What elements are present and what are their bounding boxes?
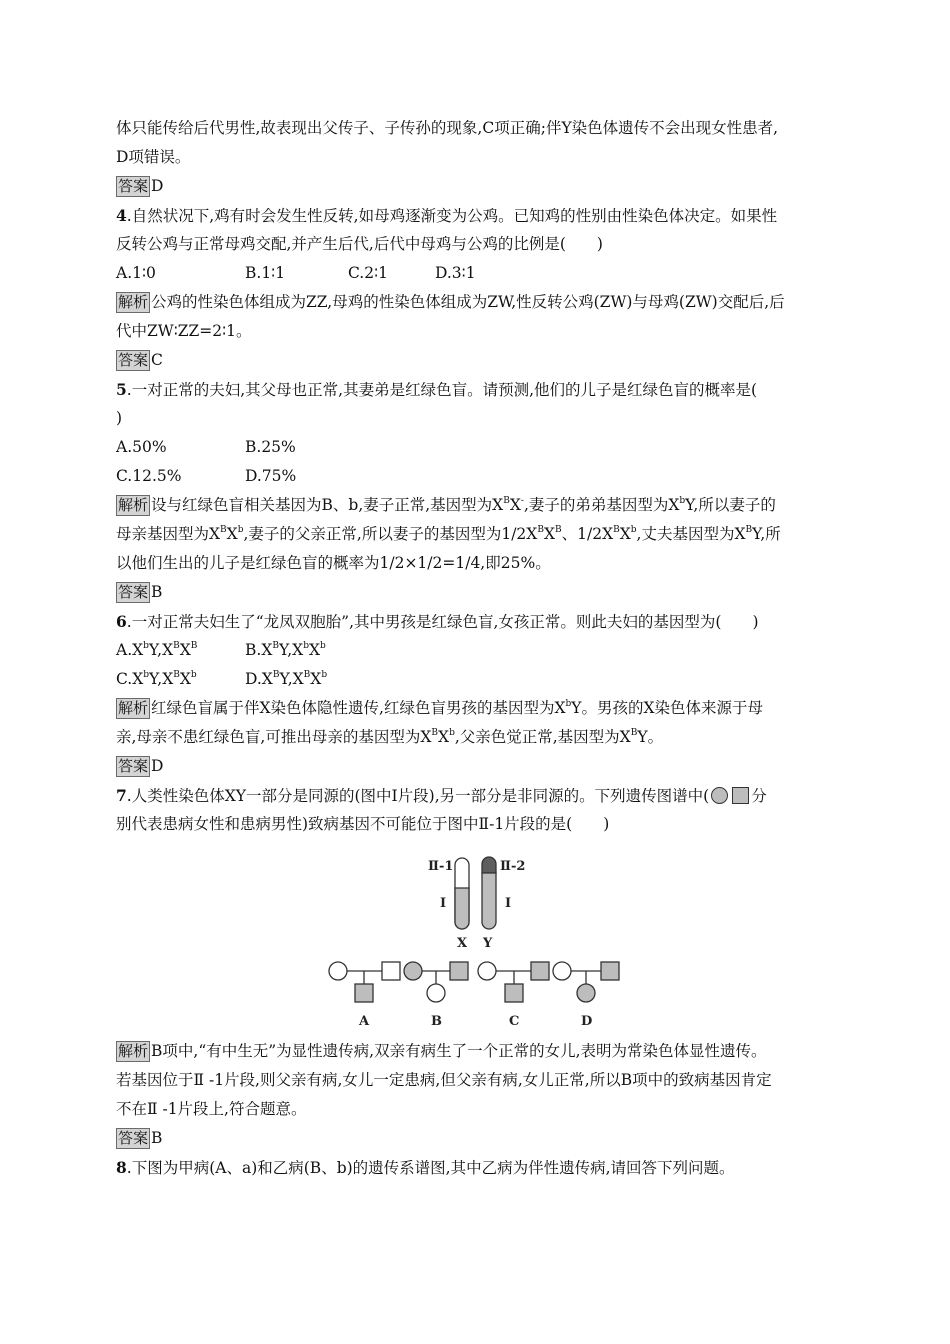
q6-stem-line-1: [116, 607, 834, 636]
q6-option-b: $B.X^BY,X^bX^b$: [245, 640, 326, 659]
document-page: [116, 114, 834, 1182]
q5-analysis-line-3: 以他们生出的儿子是红绿色盲的概率为1/2×1/2=1/4,即25%。: [116, 554, 551, 572]
q7-stem-line-1: [116, 781, 834, 810]
q4-analysis-line-2: 代中ZW∶ZZ=2∶1。: [116, 322, 252, 340]
q8-number: 8: [116, 1158, 127, 1177]
prev-explanation-line-2: D项错误。: [116, 148, 191, 166]
analysis-tag: 解析: [118, 293, 149, 311]
q4-option-d: D.3∶1: [435, 264, 476, 282]
q5-option-b: B.25%: [245, 438, 296, 456]
q7-answer-value: B: [151, 1129, 163, 1147]
analysis-tag: 解析: [118, 496, 149, 514]
answer-tag: 答案: [118, 351, 149, 369]
q4-number: 4: [116, 206, 127, 225]
affected-male-square-icon: [732, 787, 749, 804]
q4-option-b: B.1∶1: [245, 264, 286, 282]
pedigree-label-d: D: [581, 1014, 593, 1029]
label-y: Y: [483, 936, 493, 951]
y-chromosome-segment-ii2: [482, 857, 496, 873]
x-chromosome-segment-i: [455, 888, 469, 929]
q4-stem-line-1: [116, 201, 834, 230]
q7-stem-line-2: 别代表患病女性和患病男性)致病基因不可能位于图中Ⅱ-1片段的是( ): [116, 815, 610, 833]
q5-option-d: D.75%: [245, 467, 297, 485]
q6-option-a: $A.X^bY,X^BX^B$: [116, 640, 198, 659]
label-ii-2: Ⅱ-2: [500, 859, 526, 874]
q5-stem-line-1: [116, 375, 834, 404]
q7-answer: [116, 1124, 834, 1153]
label-x: X: [457, 936, 468, 951]
prev-explanation-line-1: 体只能传给后代男性,故表现出父传子、子传孙的现象,C项正确;伴Y染色体遗传不会出现女性患者,: [116, 119, 779, 137]
answer-tag: 答案: [118, 583, 149, 601]
q4-answer-value: C: [151, 351, 163, 369]
q5-answer-value: B: [151, 583, 163, 601]
q7-stem-text-1a: .人类性染色体XY一部分是同源的(图中Ⅰ片段),另一部分是非同源的。下列遗传图谱中(: [126, 787, 710, 805]
pedigree-c: [478, 962, 549, 1029]
q5-stem-line-2: ): [116, 409, 123, 427]
q7-analysis-line-3: 不在Ⅱ -1片段上,符合题意。: [116, 1100, 307, 1118]
q7-analysis-line-2: 若基因位于Ⅱ -1片段,则父亲有病,女儿一定患病,但父亲有病,女儿正常,所以B项中的致病基因肯定: [116, 1071, 772, 1089]
q7-figure: [116, 843, 834, 1031]
mother-normal: [478, 962, 496, 980]
pedigree-label-b: B: [431, 1014, 442, 1029]
q7-figure-svg: [116, 843, 834, 1031]
q5-answer: [116, 578, 834, 607]
mother-affected: [404, 962, 422, 980]
q4-options: [116, 259, 834, 288]
q6-options-row-1: [116, 636, 834, 665]
q4-answer: [116, 346, 834, 375]
q6-analysis-line-1: 解析 红绿色盲属于伴X染色体隐性遗传,红绿色盲男孩的基因型为$X^bY$。男孩的X染色体来源于母: [118, 698, 764, 717]
father-affected: [450, 962, 468, 980]
daughter-affected: [577, 984, 595, 1002]
q7-analysis-line-1: [116, 1037, 834, 1066]
affected-female-circle-icon: [711, 787, 728, 804]
pedigree-label-c: C: [509, 1014, 520, 1029]
analysis-tag: 解析: [118, 1042, 149, 1060]
q4-option-a: A.1∶0: [116, 264, 156, 282]
q6-option-c: $C.X^bY,X^BX^b$: [116, 669, 197, 688]
q4-analysis-text-1: 公鸡的性染色体组成为ZZ,母鸡的性染色体组成为ZW,性反转公鸡(ZW)与母鸡(ZW)交配后,后: [151, 293, 785, 311]
pedigree-b: [404, 962, 468, 1029]
label-ii-1: Ⅱ-1: [428, 859, 454, 874]
label-i-right: Ⅰ: [505, 896, 512, 911]
q6-number: 6: [116, 612, 127, 631]
q4-analysis-line-1: [116, 288, 834, 317]
father-affected: [601, 962, 619, 980]
q5-options-row-2: [116, 462, 834, 491]
q6-analysis-line-2: 亲,母亲不患红绿色盲,可推出母亲的基因型为$X^BX^b$,父亲色觉正常,基因型为$X^BY$。: [116, 727, 664, 746]
q6-answer-value: D: [151, 757, 164, 775]
q3-answer-value: D: [151, 177, 164, 195]
pedigree-label-a: A: [359, 1014, 370, 1029]
q5-analysis-line-1: 解析 设与红绿色盲相关基因为B、b,妻子正常,基因型为$X^BX^-$,妻子的弟弟基因型为$X^bY$,所以妻子的: [118, 495, 776, 514]
q4-stem-text-1: .自然状况下,鸡有时会发生性反转,如母鸡逐渐变为公鸡。已知鸡的性别由性染色体决定。如果性: [126, 207, 778, 225]
q3-answer: [116, 172, 834, 201]
q7-analysis-text-1: B项中,“有中生无”为显性遗传病,双亲有病生了一个正常的女儿,表明为常染色体显性遗传。: [151, 1042, 767, 1060]
q4-option-c: C.2∶1: [348, 264, 388, 282]
answer-tag: 答案: [118, 757, 149, 775]
q5-stem-text-1: .一对正常的夫妇,其父母也正常,其妻弟是红绿色盲。请预测,他们的儿子是红绿色盲的概率是(: [126, 381, 758, 399]
q6-options-row-2: [116, 665, 834, 694]
mother-normal: [553, 962, 571, 980]
q5-option-a: A.50%: [116, 438, 167, 456]
answer-tag: 答案: [118, 1129, 149, 1147]
daughter-normal: [427, 984, 445, 1002]
father-normal: [382, 962, 400, 980]
pedigree-a: [329, 962, 400, 1029]
mother-normal: [329, 962, 347, 980]
label-i-left: Ⅰ: [440, 896, 447, 911]
q6-stem-text-1: .一对正常夫妇生了“龙凤双胞胎”,其中男孩是红绿色盲,女孩正常。则此夫妇的基因型为( ): [126, 613, 759, 631]
q7-stem-text-1b: 分: [751, 787, 767, 805]
q8-stem-line-1: [116, 1153, 834, 1182]
son-affected: [355, 984, 373, 1002]
q7-number: 7: [116, 786, 127, 805]
analysis-tag: 解析: [118, 699, 149, 717]
q5-option-c: C.12.5%: [116, 467, 182, 485]
q5-analysis-line-2: 母亲基因型为$X^BX^b$,妻子的父亲正常,所以妻子的基因型为$1/2X^BX^B$、$1/2X^BX^b$,丈夫基因型为$X^BY$,所: [116, 524, 781, 543]
q6-answer: [116, 752, 834, 781]
q6-option-d: $D.X^BY,X^BX^b$: [245, 669, 328, 688]
q8-stem-text-1: .下图为甲病(A、a)和乙病(B、b)的遗传系谱图,其中乙病为伴性遗传病,请回答下列问题。: [126, 1159, 735, 1177]
son-affected: [505, 984, 523, 1002]
q5-options-row-1: [116, 433, 834, 462]
pedigree-d: [553, 962, 619, 1029]
father-affected: [531, 962, 549, 980]
q4-stem-line-2: 反转公鸡与正常母鸡交配,并产生后代,后代中母鸡与公鸡的比例是( ): [116, 235, 603, 253]
chromosome-diagram: [428, 857, 525, 951]
answer-tag: 答案: [118, 177, 149, 195]
y-chromosome-segment-i: [482, 873, 496, 929]
q5-number: 5: [116, 380, 127, 399]
